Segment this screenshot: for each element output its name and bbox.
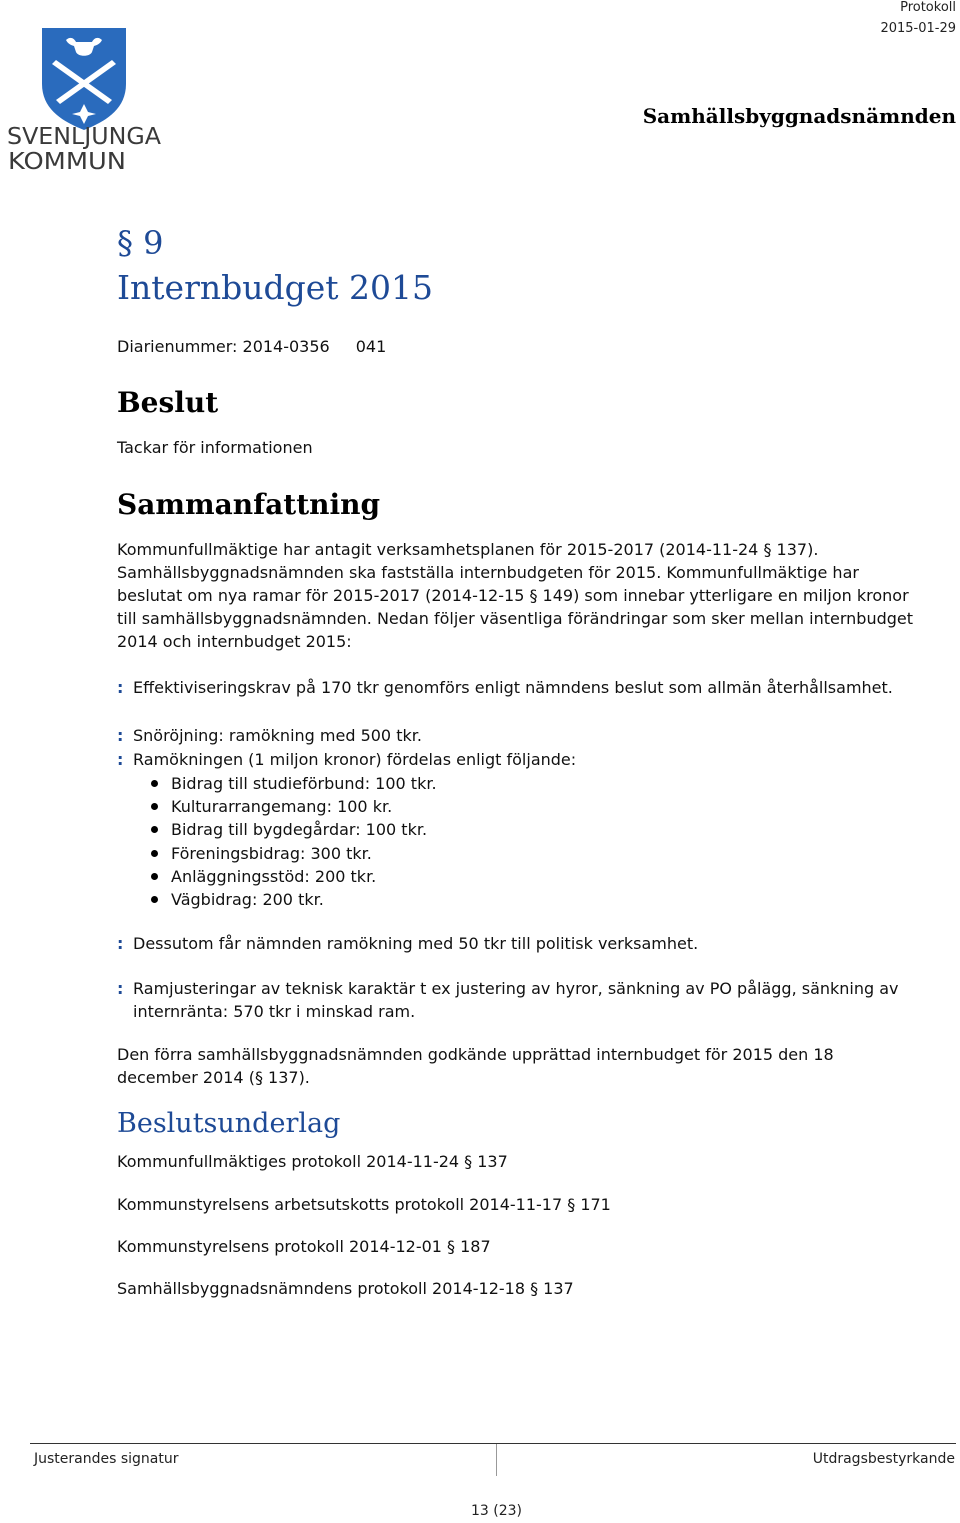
- sublist-item: Bidrag till bygdegårdar: 100 tkr.: [150, 818, 650, 841]
- sublist-item: Vägbidrag: 200 tkr.: [150, 888, 650, 911]
- coat-of-arms-shield-icon: [42, 28, 126, 130]
- footer-vertical-divider: [496, 1444, 497, 1476]
- logo-text-line1: SVENLJUNGA: [7, 124, 162, 150]
- diarie-code: 041: [355, 337, 387, 356]
- reference-item: Kommunstyrelsens arbetsutskotts protokoll 2014-11-17 § 171: [117, 1195, 611, 1214]
- logo-text-line2: KOMMUN: [8, 149, 127, 175]
- municipality-logo: [4, 26, 164, 176]
- bullet-mark: :: [117, 726, 124, 745]
- sublist-item: Bidrag till studieförbund: 100 tkr.: [150, 772, 650, 795]
- list-item-text: Ramökningen (1 miljon kronor) fördelas enligt följande:: [133, 750, 577, 769]
- bullet-mark: :: [117, 979, 124, 998]
- document-date: 2015-01-29: [880, 21, 956, 36]
- sublist-item: Föreningsbidrag: 300 tkr.: [150, 842, 650, 865]
- list-item: [117, 724, 917, 747]
- bullet-mark: :: [117, 934, 124, 953]
- summary-paragraph: Kommunfullmäktige har antagit verksamhetsplanen för 2015-2017 (2014-11-24 § 137). Samhällsbyggnadsnämnden ska fastställa internbudgeten för 2015. Kommunfullmäktige har beslutat om nya ramar för 2015-2017 (2014-12-15 § 149) som innebar ytterligare en miljon kronor till samhällsbyggnadsnämnden. Nedan följer väsentliga förändringar som sker mellan internbudget 2014 och internbudget 2015:: [117, 540, 914, 651]
- bullet-mark: :: [117, 678, 124, 697]
- beslutsunderlag-heading: Beslutsunderlag: [117, 1108, 341, 1139]
- list-item-text: Effektiviseringskrav på 170 tkr genomförs enligt nämndens beslut som allmän återhållsamhet.: [133, 678, 893, 697]
- board-name: Samhällsbyggnadsnämnden: [642, 104, 956, 128]
- reference-item: Samhällsbyggnadsnämndens protokoll 2014-12-18 § 137: [117, 1279, 574, 1298]
- sammanfattning-heading: Sammanfattning: [117, 488, 381, 521]
- page-number: 13 (23): [471, 1503, 523, 1519]
- sublist-item: Anläggningsstöd: 200 tkr.: [150, 865, 650, 888]
- footer-signature-label: Justerandes signatur: [34, 1451, 179, 1467]
- approval-paragraph: Den förra samhällsbyggnadsnämnden godkände upprättad internbudget för 2015 den 18 december 2014 (§ 137).: [117, 1045, 834, 1087]
- section-title: Internbudget 2015: [117, 268, 433, 307]
- list-item: [117, 748, 917, 771]
- bullet-mark: :: [117, 750, 124, 769]
- list-item: [117, 676, 917, 699]
- paragraph-number-value: 9: [143, 224, 164, 262]
- list-item: [117, 977, 917, 1023]
- list-item-text: Ramjusteringar av teknisk karaktär t ex justering av hyror, sänkning av PO pålägg, sänkning av internränta: 570 tkr i minskad ram.: [133, 979, 899, 1021]
- document-type: Protokoll: [900, 0, 956, 15]
- beslut-heading: Beslut: [117, 386, 219, 419]
- paragraph-symbol: §: [117, 224, 133, 262]
- list-item: [117, 932, 917, 955]
- footer-divider-line: [30, 1443, 956, 1444]
- list-item-text: Snöröjning: ramökning med 500 tkr.: [133, 726, 422, 745]
- beslut-text: Tackar för informationen: [117, 438, 313, 457]
- reference-item: Kommunstyrelsens protokoll 2014-12-01 § 187: [117, 1237, 491, 1256]
- list-item-text: Dessutom får nämnden ramökning med 50 tkr till politisk verksamhet.: [133, 934, 699, 953]
- reference-item: Kommunfullmäktiges protokoll 2014-11-24 § 137: [117, 1152, 508, 1171]
- paragraph-number: [117, 224, 164, 262]
- diarie-label: Diarienummer: 2014-0356: [117, 337, 330, 356]
- footer-certification-label: Utdragsbestyrkande: [812, 1451, 955, 1467]
- sublist-item: Kulturarrangemang: 100 kr.: [150, 795, 650, 818]
- allocation-sublist: [150, 772, 650, 911]
- diarie-number: [117, 337, 386, 356]
